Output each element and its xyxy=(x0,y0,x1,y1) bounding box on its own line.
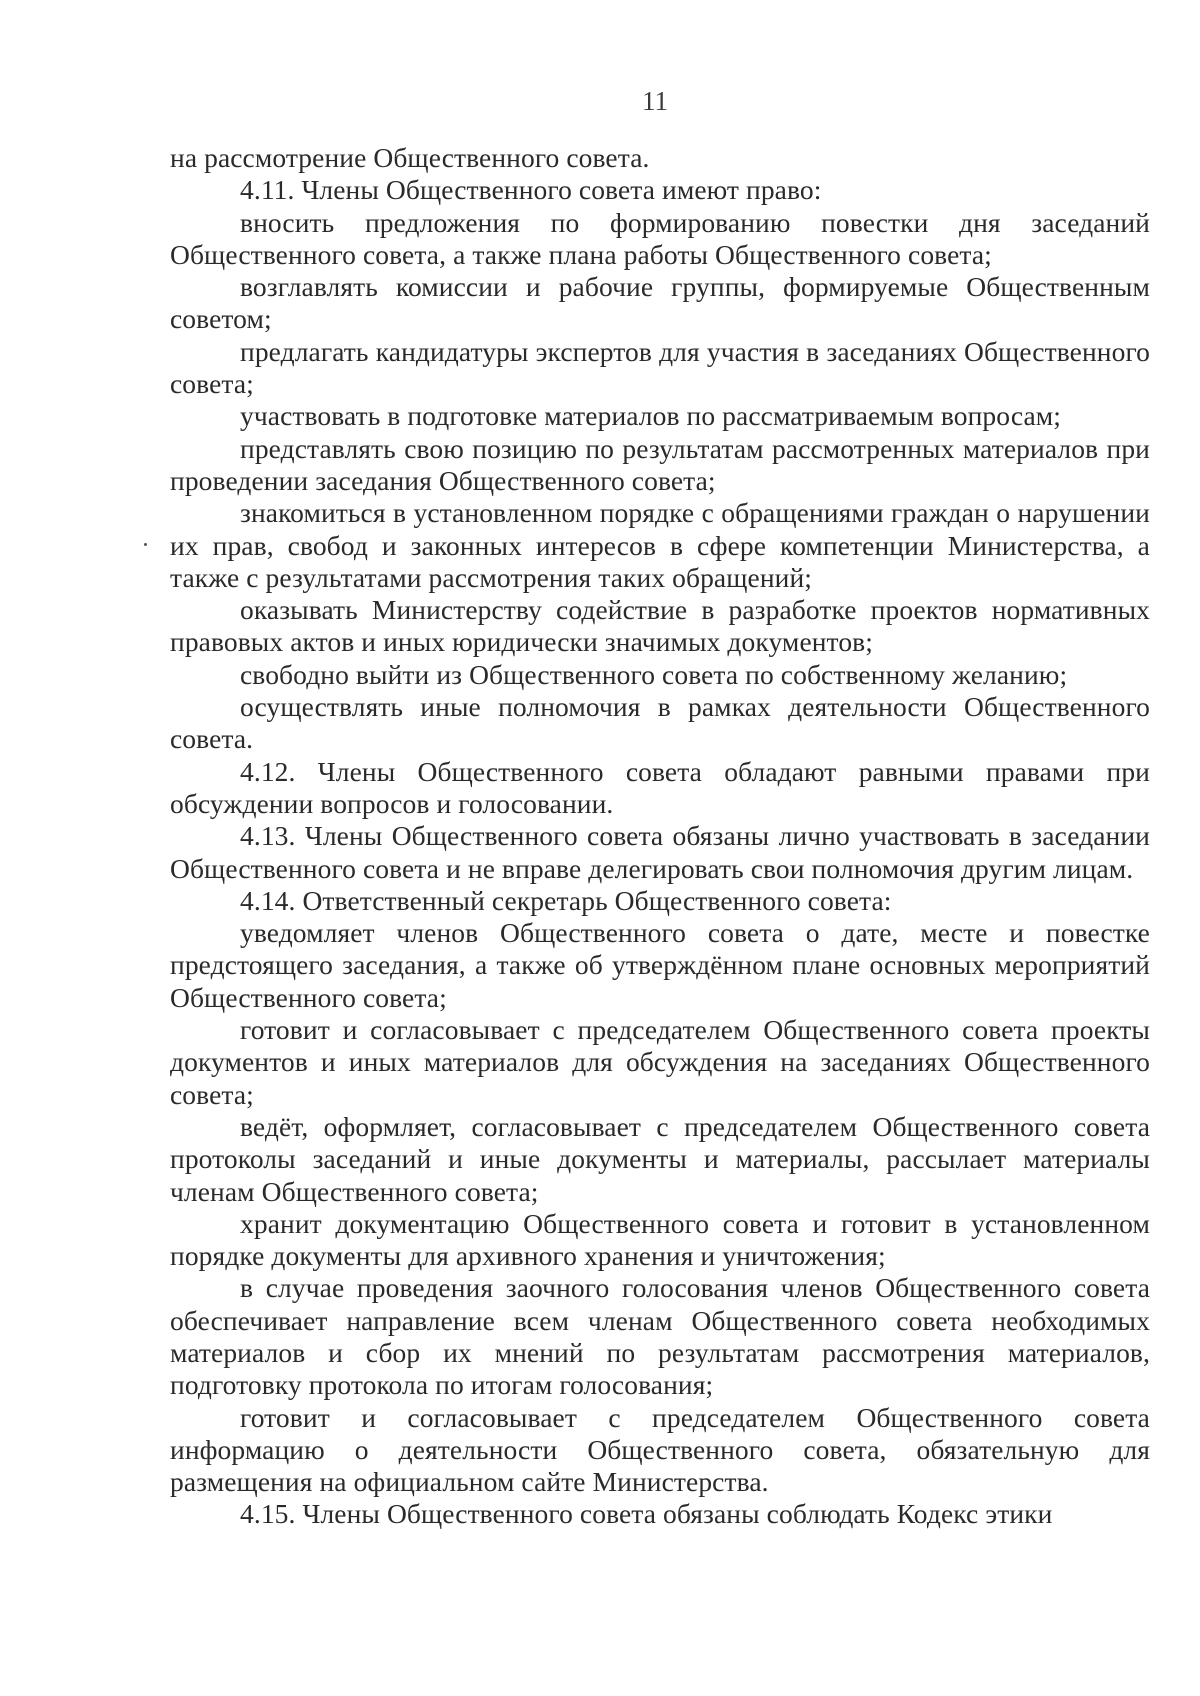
secretary-duty-item: в случае проведения заочного голосования членов Общественного совета обеспечивает направление всем членам Общественного совета необходимых материалов и сбор их мнений по результатам рассмотрения материалов, подготовку протокола по итогам голосования; xyxy=(170,1272,1150,1401)
scan-artifact xyxy=(144,543,147,546)
clause-4-11-heading: 4.11. Члены Общественного совета имеют право: xyxy=(240,174,822,206)
right-item: представлять свою позицию по результатам рассмотренных материалов при проведении заседания Общественного совета; xyxy=(170,432,1150,496)
right-item: свободно выйти из Общественного совета по собственному желанию; xyxy=(240,658,1068,690)
right-item: знакомиться в установленном порядке с обращениями граждан о нарушении их прав, свобод и законных интересов в сфере компетенции Министерства, а также с результатами рассмотрения таких обращений; xyxy=(170,497,1150,593)
right-item: оказывать Министерству содействие в разработке проектов нормативных правовых актов и иных юридически значимых документов; xyxy=(170,594,1150,658)
clause-4-13: 4.13. Члены Общественного совета обязаны лично участвовать в заседании Общественного совета и не вправе делегировать свои полномочия другим лицам. xyxy=(170,820,1150,884)
secretary-duty-item: готовит и согласовывает с председателем Общественного совета информацию о деятельности Общественного совета, обязательную для размещения на официальном сайте Министерства. xyxy=(170,1401,1150,1498)
right-item: возглавлять комиссии и рабочие группы, формируемые Общественным советом; xyxy=(170,271,1150,335)
secretary-duty-item: хранит документацию Общественного совета и готовит в установленном порядке документы для архивного хранения и уничтожения; xyxy=(170,1207,1150,1272)
clause-4-12: 4.12. Члены Общественного совета обладают равными правами при обсуждении вопросов и голосовании. xyxy=(170,755,1150,819)
secretary-duty-item: готовит и согласовывает с председателем Общественного совета проекты документов и иных материалов для обсуждения на заседаниях Общественного совета; xyxy=(170,1014,1150,1110)
right-item: осуществлять иные полномочия в рамках деятельности Общественного совета. xyxy=(170,691,1150,755)
clause-4-15: 4.15. Члены Общественного совета обязаны соблюдать Кодекс этики xyxy=(240,1498,1053,1530)
right-item: участвовать в подготовке материалов по рассматриваемым вопросам; xyxy=(240,400,1062,432)
right-item: предлагать кандидатуры экспертов для участия в заседаниях Общественного совета; xyxy=(170,335,1150,400)
secretary-duty-item: уведомляет членов Общественного совета о дате, месте и повестке предстоящего заседания, а также об утверждённом плане основных мероприятий Общественного совета; xyxy=(170,917,1150,1013)
clause-4-14-heading: 4.14. Ответственный секретарь Общественного совета: xyxy=(240,884,892,916)
right-item: вносить предложения по формированию повестки дня заседаний Общественного совета, а также плана работы Общественного совета; xyxy=(170,206,1150,270)
secretary-duty-item: ведёт, оформляет, согласовывает с председателем Общественного совета протоколы заседаний и иные документы и материалы, рассылает материалы членам Общественного совета; xyxy=(170,1110,1150,1207)
paragraph-continuation: на рассмотрение Общественного совета. xyxy=(170,142,650,173)
document-body xyxy=(170,142,1150,1531)
page-number: 11 xyxy=(642,86,668,116)
